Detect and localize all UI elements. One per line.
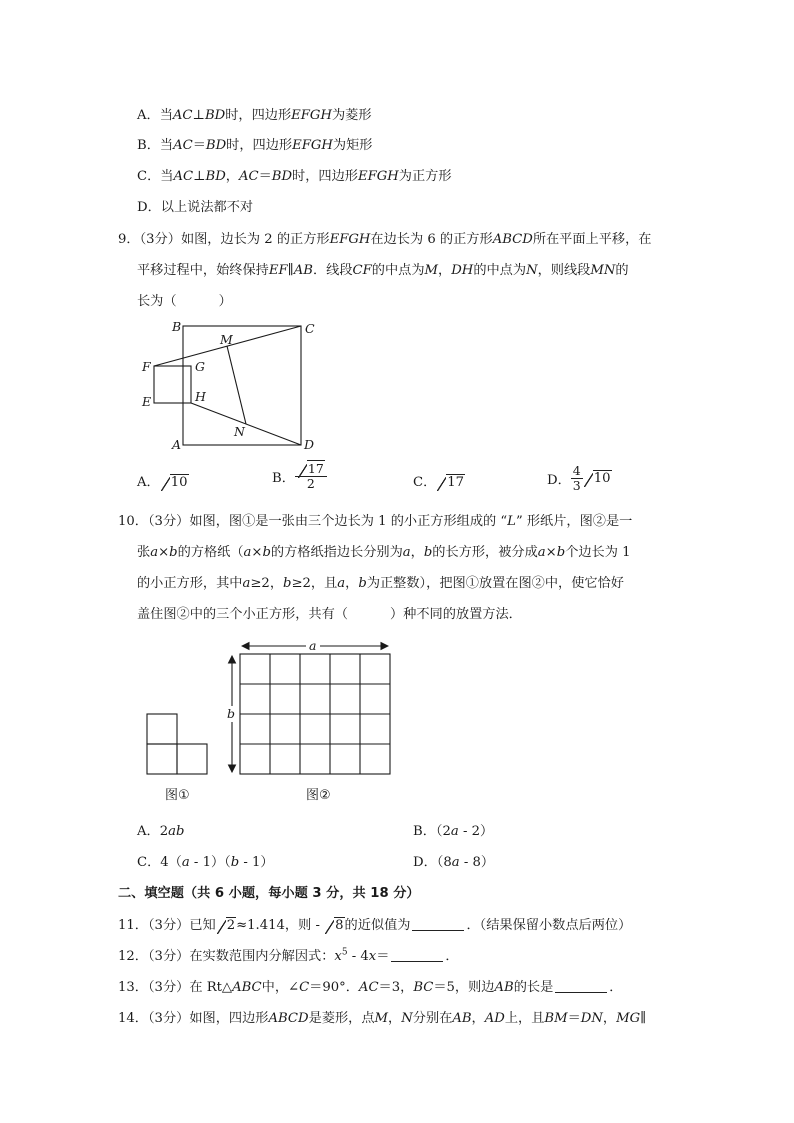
q10-line-4: 盖住图②中的三个小正方形，共有（ ）种不同的放置方法． [137,607,522,622]
answer-blank [555,980,607,993]
q9-line-1: 9．（3分）如图，边长为 2 的正方形EFGH在边长为 6 的正方形ABCD所在平面上平移，在 [118,232,652,247]
answer-blank [412,918,464,931]
q10-line-1: 10．（3分）如图，图①是一张由三个边长为 1 的小正方形组成的 “L” 形纸片，图②是一 [118,514,633,529]
label-G: G [195,359,205,374]
label-D: D [304,437,315,452]
q14: 14．（3分）如图，四边形ABCD是菱形，点M，N分别在AB，AD上，且BM＝DN，MG∥ [118,1011,647,1026]
l-square-bottom-right [177,744,207,774]
q9-option-d: D． $\frac{4}{3}$ 10 [547,463,611,493]
fig1-caption: 图① [165,788,190,803]
q8-option-b: B．当AC＝BD时，四边形EFGH为矩形 [137,138,373,153]
q13: 13．（3分）在 Rt△ABC中，∠C＝90°．AC＝3，BC＝5，则边AB的长是 ． [118,980,623,995]
q9-option-a: A． 10 [137,475,188,490]
section-title: 二、填空题（共 6 小题，每小题 3 分，共 18 分） [118,886,420,901]
q10-option-a: A．2ab [137,824,185,839]
q10-figure-1 [145,712,209,776]
fig2-caption: 图② [306,788,331,803]
label-F: F [142,359,151,374]
label-E: E [142,394,152,409]
l-square-top [147,714,177,744]
q9-line-3: 长为（ ） [137,294,232,309]
q10-figure-2 [222,636,394,778]
q12: 12．（3分）在实数范围内分解因式：$x^5 - 4x=$ ． [118,947,459,964]
q10-option-b: B．（2a - 2） [413,824,494,839]
q9-option-c: C． 17 [413,475,465,490]
q10-line-3: 的小正方形，其中a≥2，b≥2，且a，b为正整数），把图①放置在图②中，使它恰好 [137,576,624,591]
q9-option-b: B． $\frac{17}{2}$ [272,462,327,491]
q9-figure [138,318,328,456]
label-M: M [220,332,233,347]
square-efgh [154,366,191,403]
segment-mn [227,346,246,424]
q8-option-a: A．当AC⊥BD时，四边形EFGH为菱形 [137,108,372,123]
label-B: B [172,319,182,334]
q9-line-2: 平移过程中，始终保持EF∥AB．线段CF的中点为M，DH的中点为N，则线段MN的 [137,263,629,278]
q10-option-d: D．（8a - 8） [413,855,495,870]
q8-option-c: C．当AC⊥BD，AC＝BD时，四边形EFGH为正方形 [137,169,452,184]
dim-label-a: a [309,638,317,653]
l-square-bottom-left [147,744,177,774]
answer-blank [391,949,443,962]
label-N: N [234,424,245,439]
q8-option-d: D．以上说法都不对 [137,200,254,215]
q10-line-2: 张a×b的方格纸（a×b的方格纸指边长分别为a，b的长方形，被分成a×b个边长为 1 [137,545,631,560]
label-A: A [172,437,182,452]
label-C: C [305,321,315,336]
label-H: H [195,389,206,404]
dim-label-b: b [227,706,236,721]
q10-option-c: C．4（a - 1）（b - 1） [137,855,274,870]
q11: 11．（3分）已知 2≈1.414，则 - 8的近似值为 ．（结果保留小数点后两位） [118,918,632,933]
